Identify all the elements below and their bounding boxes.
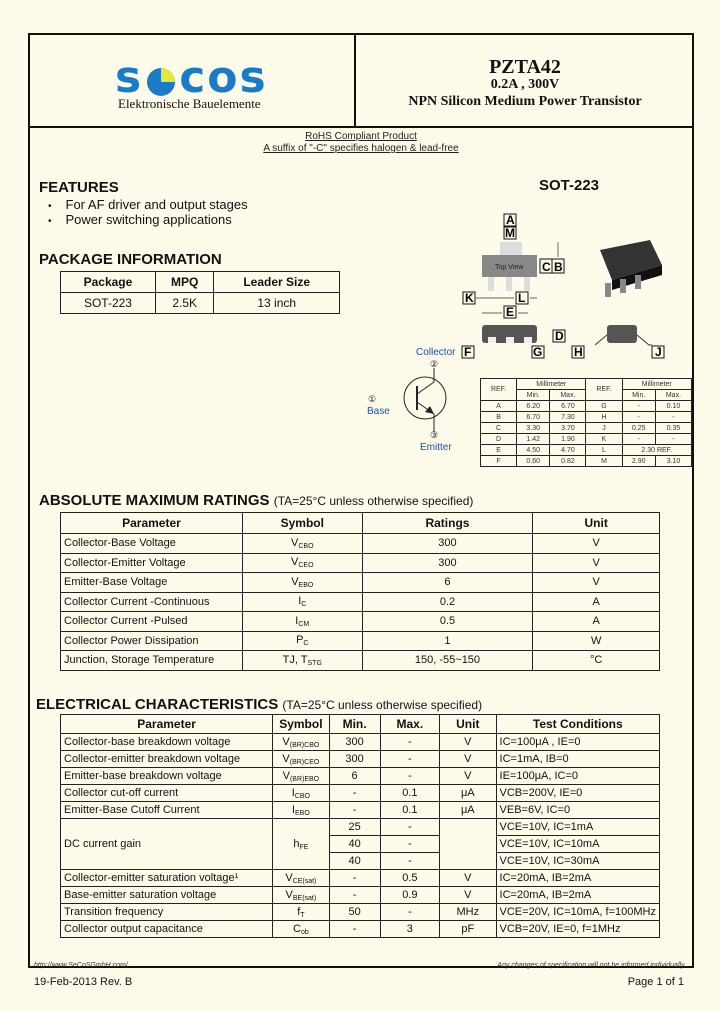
- col-header: Symbol: [273, 715, 329, 734]
- symbol-cell: [273, 734, 329, 751]
- cell: V: [533, 534, 660, 554]
- col-header: Max.: [550, 390, 586, 401]
- collector-pin-number: ②: [430, 359, 439, 369]
- symbol-subscript: BE(sat): [292, 894, 317, 902]
- table-row: [61, 534, 660, 554]
- parameter-cell: Collector-base breakdown voltage: [61, 734, 273, 751]
- cell: 3.70: [550, 423, 586, 434]
- table-row: [61, 802, 660, 819]
- parameter-cell: Transition frequency: [61, 904, 273, 921]
- cell: J: [586, 423, 622, 434]
- cell: B: [481, 412, 517, 423]
- parameter-cell: Emitter-Base Cutoff Current: [61, 802, 273, 819]
- symbol-cell: [273, 751, 329, 768]
- symbol-subscript: EBO: [298, 581, 314, 589]
- col-header: Millimeter: [622, 379, 691, 390]
- parameter-cell: Collector-Emitter Voltage: [61, 553, 243, 573]
- col-header: Parameter: [61, 513, 243, 534]
- cell: A: [533, 612, 660, 632]
- dim-letter-a: A: [506, 213, 515, 227]
- divider: [28, 126, 694, 128]
- secos-logo: s cos: [115, 52, 268, 103]
- cell: 6.20: [517, 401, 550, 412]
- part-rating: 0.2A , 300V: [490, 77, 560, 92]
- cell: 7.30: [550, 412, 586, 423]
- parameter-cell: Collector Current -Pulsed: [61, 612, 243, 632]
- symbol: V: [291, 536, 299, 549]
- dim-letter-h: H: [574, 345, 583, 359]
- symbol-cell: [242, 651, 362, 671]
- collector-label: Collector: [416, 347, 456, 358]
- symbol-cell: [242, 631, 362, 651]
- cell: E: [481, 445, 517, 456]
- symbol-cell: [242, 612, 362, 632]
- cell: 2.90: [622, 456, 655, 467]
- table-row: [481, 445, 692, 456]
- parameter-cell: Collector-Base Voltage: [61, 534, 243, 554]
- cell: VCE=10V, IC=30mA: [496, 853, 659, 870]
- cell: VCE=10V, IC=1mA: [496, 819, 659, 836]
- cell: MHz: [440, 904, 496, 921]
- symbol: V: [285, 871, 293, 884]
- elec-heading: [36, 696, 482, 713]
- emitter-pin-number: ③: [430, 430, 439, 440]
- symbol-cell: [242, 553, 362, 573]
- cell: -: [655, 412, 691, 423]
- cell: V: [440, 870, 496, 887]
- symbol: f: [297, 905, 301, 918]
- cell: 0.9: [380, 887, 439, 904]
- table-row: [61, 734, 660, 751]
- table-row: [61, 921, 660, 938]
- dim-letter-c: C: [542, 260, 551, 274]
- cell: H: [586, 412, 622, 423]
- cell: 25: [329, 819, 380, 836]
- col-header: MPQ: [155, 272, 214, 293]
- col-header: Symbol: [242, 513, 362, 534]
- cell: 0.60: [517, 456, 550, 467]
- symbol: I: [295, 614, 299, 627]
- cell: 6.70: [550, 401, 586, 412]
- cell: 0.10: [655, 401, 691, 412]
- cell: 150, -55~150: [362, 651, 533, 671]
- symbol-subscript: T: [300, 911, 305, 919]
- symbol: V: [285, 888, 293, 901]
- cell: K: [586, 434, 622, 445]
- symbol: TJ, T: [282, 653, 308, 666]
- symbol-subscript: CEO: [298, 562, 314, 570]
- symbol-subscript: EBO: [294, 809, 310, 817]
- cell: -: [380, 819, 439, 836]
- part-number: PZTA42: [489, 56, 561, 78]
- parameter-cell: Base-emitter saturation voltage: [61, 887, 273, 904]
- table-row: [481, 401, 692, 412]
- dim-letter-e: E: [506, 305, 515, 319]
- parameter-cell: Collector cut-off current: [61, 785, 273, 802]
- elec-table: [60, 714, 660, 938]
- cell: SOT-223: [61, 293, 156, 314]
- features-heading: FEATURES: [39, 179, 119, 196]
- symbol-cell: [273, 887, 329, 904]
- base-pin-number: ①: [368, 394, 377, 404]
- abs-max-table: [60, 512, 660, 671]
- cell: V: [533, 573, 660, 593]
- cell: -: [380, 768, 439, 785]
- symbol: I: [298, 595, 302, 608]
- table-row: [481, 412, 692, 423]
- symbol-subscript: CM: [298, 620, 310, 628]
- symbol: C: [292, 922, 301, 935]
- cell: L: [586, 445, 622, 456]
- dim-letter-j: J: [655, 345, 662, 359]
- col-header: Leader Size: [214, 272, 340, 293]
- cell: V: [440, 751, 496, 768]
- cell: IC=1mA, IB=0: [496, 751, 659, 768]
- cell: 0.25: [622, 423, 655, 434]
- page-number: Page 1 of 1: [627, 976, 684, 988]
- cell: C: [481, 423, 517, 434]
- npn-transistor-symbol: [400, 368, 450, 433]
- dim-letter-l: L: [518, 291, 526, 305]
- table-row: [481, 456, 692, 467]
- cell: IC=100μA , IE=0: [496, 734, 659, 751]
- cell: 4.50: [517, 445, 550, 456]
- parameter-cell: Collector-emitter breakdown voltage: [61, 751, 273, 768]
- parameter-cell: Collector output capacitance: [61, 921, 273, 938]
- table-row: [61, 631, 660, 651]
- cell: F: [481, 456, 517, 467]
- cell: 0.1: [380, 785, 439, 802]
- cell: W: [533, 631, 660, 651]
- cell: IC=20mA, IB=2mA: [496, 887, 659, 904]
- cell: -: [622, 401, 655, 412]
- col-header: Min.: [622, 390, 655, 401]
- top-view-label: Top View: [495, 264, 524, 271]
- feature-item: • Power switching applications: [48, 212, 232, 227]
- revision-date: 19-Feb-2013 Rev. B: [34, 976, 133, 988]
- cell: 6: [329, 768, 380, 785]
- table-row: [61, 553, 660, 573]
- cell: -: [380, 904, 439, 921]
- feature-item: • For AF driver and output stages: [48, 197, 248, 212]
- cell: -: [329, 802, 380, 819]
- cell: VCE=10V, IC=10mA: [496, 836, 659, 853]
- cell: μA: [440, 785, 496, 802]
- symbol-subscript: C: [301, 601, 307, 609]
- symbol-cell: [242, 534, 362, 554]
- symbol-subscript: FE: [299, 843, 309, 851]
- cell: G: [586, 401, 622, 412]
- cell: 0.35: [655, 423, 691, 434]
- col-header: Max.: [655, 390, 691, 401]
- cell: -: [380, 853, 439, 870]
- halogen-note: A suffix of "-C" specifies halogen & lead-free: [263, 143, 459, 154]
- logo-subtitle: Elektronische Bauelemente: [118, 96, 261, 111]
- table-row: [61, 904, 660, 921]
- cell: 0.2: [362, 592, 533, 612]
- table-row: [61, 592, 660, 612]
- cell: pF: [440, 921, 496, 938]
- dimension-table: [480, 378, 692, 467]
- table-row: [61, 870, 660, 887]
- symbol: P: [296, 634, 304, 647]
- symbol-cell: [273, 785, 329, 802]
- elec-title: ELECTRICAL CHARACTERISTICS: [36, 696, 279, 713]
- base-label: Base: [367, 406, 390, 417]
- cell: -: [655, 434, 691, 445]
- parameter-cell: Collector Current -Continuous: [61, 592, 243, 612]
- table-row: [61, 612, 660, 632]
- symbol: V: [282, 735, 290, 748]
- col-header: Ratings: [362, 513, 533, 534]
- table-row: [481, 423, 692, 434]
- col-header: Package: [61, 272, 156, 293]
- cell: 2.30 REF.: [622, 445, 691, 456]
- cell: VCB=200V, IE=0: [496, 785, 659, 802]
- symbol-cell: [273, 819, 329, 870]
- cell: IE=100μA, IC=0: [496, 768, 659, 785]
- col-header: Parameter: [61, 715, 273, 734]
- table-row: [61, 887, 660, 904]
- parameter-cell: Emitter-base breakdown voltage: [61, 768, 273, 785]
- cell: -: [329, 887, 380, 904]
- symbol: I: [291, 803, 295, 816]
- cell: 1.90: [550, 434, 586, 445]
- cell: 13 inch: [214, 293, 340, 314]
- cell: VCB=20V, IE=0, f=1MHz: [496, 921, 659, 938]
- cell: 3.30: [517, 423, 550, 434]
- table-row: [61, 573, 660, 593]
- symbol-subscript: (BR)EBO: [289, 775, 320, 783]
- parameter-cell: Emitter-Base Voltage: [61, 573, 243, 593]
- symbol-cell: [242, 592, 362, 612]
- cell: 40: [329, 836, 380, 853]
- package-type-heading: SOT-223: [539, 177, 600, 194]
- col-header: Test Conditions: [496, 715, 659, 734]
- abs-max-note: (TA=25°C unless otherwise specified): [273, 494, 474, 508]
- cell: 6.70: [517, 412, 550, 423]
- table-row: [61, 751, 660, 768]
- cell: 3.10: [655, 456, 691, 467]
- cell: V: [440, 887, 496, 904]
- parameter-cell: DC current gain: [61, 819, 273, 870]
- cell: -: [329, 785, 380, 802]
- table-row: [481, 434, 692, 445]
- col-header: Millimeter: [517, 379, 586, 390]
- table-row: [61, 651, 660, 671]
- cell: -: [380, 836, 439, 853]
- symbol-subscript: CBO: [298, 542, 314, 550]
- dim-letter-d: D: [555, 329, 564, 343]
- cell: °C: [533, 651, 660, 671]
- cell: 0.1: [380, 802, 439, 819]
- table-row: [61, 768, 660, 785]
- cell: 300: [329, 734, 380, 751]
- cell: 1: [362, 631, 533, 651]
- cell: A: [533, 592, 660, 612]
- rohs-note: RoHS Compliant Product: [305, 131, 417, 142]
- cell: V: [533, 553, 660, 573]
- cell: D: [481, 434, 517, 445]
- cell: V: [440, 734, 496, 751]
- cell: μA: [440, 802, 496, 819]
- parameter-cell: Collector Power Dissipation: [61, 631, 243, 651]
- symbol: h: [293, 837, 300, 850]
- symbol: I: [291, 786, 295, 799]
- dim-letter-g: G: [533, 345, 543, 359]
- symbol: V: [282, 752, 290, 765]
- dim-letter-m: M: [505, 226, 515, 240]
- symbol-cell: [273, 802, 329, 819]
- symbol-subscript: CE(sat): [292, 877, 317, 885]
- cell: 0.5: [362, 612, 533, 632]
- col-header: Unit: [533, 513, 660, 534]
- parameter-cell: Junction, Storage Temperature: [61, 651, 243, 671]
- symbol-cell: [273, 768, 329, 785]
- cell: 3: [380, 921, 439, 938]
- symbol-subscript: STG: [307, 659, 322, 667]
- parameter-cell: Collector-emitter saturation voltage¹: [61, 870, 273, 887]
- cell: 0.82: [550, 456, 586, 467]
- cell: -: [329, 870, 380, 887]
- cell: VEB=6V, IC=0: [496, 802, 659, 819]
- package-outline-drawing: [400, 205, 695, 365]
- package-table: [60, 271, 340, 314]
- cell: [440, 819, 496, 870]
- table-row: [61, 819, 660, 836]
- symbol: V: [282, 769, 290, 782]
- cell: 0.5: [380, 870, 439, 887]
- col-header: Unit: [440, 715, 496, 734]
- cell: 50: [329, 904, 380, 921]
- cell: M: [586, 456, 622, 467]
- package-info-heading: PACKAGE INFORMATION: [39, 251, 222, 268]
- col-header: Min.: [329, 715, 380, 734]
- cell: -: [380, 751, 439, 768]
- cell: V: [440, 768, 496, 785]
- symbol: V: [291, 556, 299, 569]
- cell: -: [329, 921, 380, 938]
- col-header: Min.: [517, 390, 550, 401]
- abs-max-title: ABSOLUTE MAXIMUM RATINGS: [39, 492, 270, 509]
- table-row: [61, 785, 660, 802]
- symbol-cell: [273, 870, 329, 887]
- abs-max-heading: [39, 492, 473, 509]
- part-description: NPN Silicon Medium Power Transistor: [408, 94, 642, 109]
- cell: 1.42: [517, 434, 550, 445]
- footer-url[interactable]: http://www.SeCoSGmbH.com/: [34, 962, 128, 969]
- symbol-subscript: ob: [300, 928, 309, 936]
- dim-letter-b: B: [554, 260, 563, 274]
- symbol-subscript: (BR)CEO: [289, 758, 320, 766]
- dim-letter-k: K: [465, 291, 474, 305]
- symbol-cell: [273, 921, 329, 938]
- dim-letter-f: F: [464, 345, 472, 359]
- footer-notice: Any changes of specification will not be informed individually.: [497, 962, 686, 969]
- symbol-cell: [273, 904, 329, 921]
- cell: 300: [329, 751, 380, 768]
- symbol-cell: [242, 573, 362, 593]
- cell: 6: [362, 573, 533, 593]
- cell: 2.5K: [155, 293, 214, 314]
- cell: -: [380, 734, 439, 751]
- cell: -: [622, 434, 655, 445]
- col-header: REF.: [481, 379, 517, 401]
- cell: -: [622, 412, 655, 423]
- cell: IC=20mA, IB=2mA: [496, 870, 659, 887]
- symbol-subscript: C: [303, 640, 309, 648]
- elec-note: (TA=25°C unless otherwise specified): [282, 698, 483, 712]
- cell: 4.70: [550, 445, 586, 456]
- emitter-label: Emitter: [420, 442, 452, 453]
- cell: VCE=20V, IC=10mA, f=100MHz: [496, 904, 659, 921]
- symbol: V: [291, 575, 299, 588]
- symbol-subscript: (BR)CBO: [289, 741, 320, 749]
- cell: 300: [362, 534, 533, 554]
- cell: A: [481, 401, 517, 412]
- col-header: Max.: [380, 715, 439, 734]
- cell: 40: [329, 853, 380, 870]
- col-header: REF.: [586, 379, 622, 401]
- cell: 300: [362, 553, 533, 573]
- symbol-subscript: CBO: [294, 792, 310, 800]
